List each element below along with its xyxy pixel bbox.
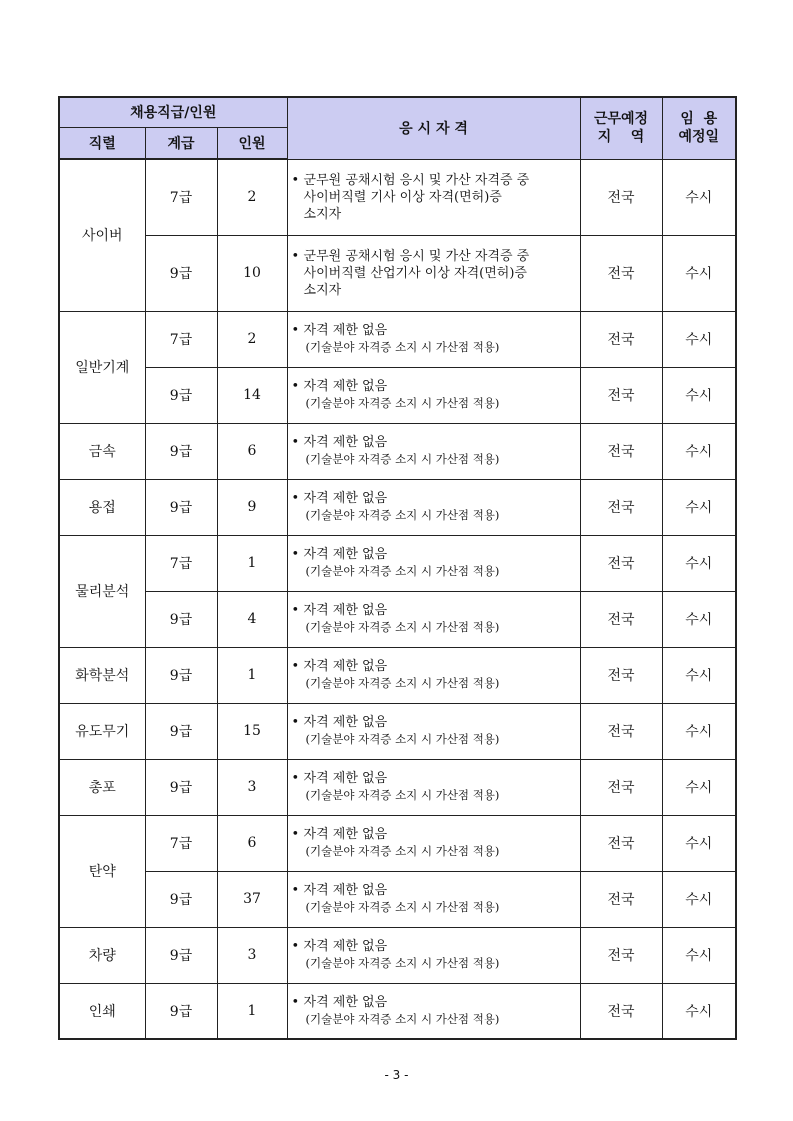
grade-cell: 9급	[145, 367, 217, 423]
qualification-cell	[287, 815, 580, 871]
series-cell: 탄약	[59, 815, 145, 927]
qualification-cell	[287, 235, 580, 311]
qual-line: 자격 제한 없음	[303, 994, 388, 1010]
qual-note: (기술분야 자격증 소지 시 가산점 적용)	[305, 1011, 500, 1026]
qual-line: 사이버직렬 기사 이상 자격(면허)증	[303, 189, 502, 205]
qual-note: (기술분야 자격증 소지 시 가산점 적용)	[305, 508, 500, 522]
header-date-line2: 예정일	[678, 129, 720, 146]
grade-cell: 7급	[145, 535, 217, 591]
bullet-icon: •	[291, 715, 300, 730]
series-cell: 화학분석	[59, 647, 145, 703]
location-cell: 전국	[580, 815, 662, 871]
qualification-cell	[287, 535, 580, 591]
table-row	[59, 647, 736, 703]
table-row	[59, 235, 736, 311]
location-cell: 전국	[580, 159, 662, 235]
grade-cell: 9급	[145, 423, 217, 479]
series-cell: 총포	[59, 759, 145, 815]
table-row	[59, 591, 736, 647]
location-cell: 전국	[580, 535, 662, 591]
bullet-icon: •	[291, 323, 300, 338]
bullet-icon: •	[291, 547, 300, 562]
qual-line: 자격 제한 없음	[303, 939, 388, 954]
qual-note: (기술분야 자격증 소지 시 가산점 적용)	[305, 340, 500, 354]
grade-cell: 9급	[145, 703, 217, 759]
series-cell: 물리분석	[59, 535, 145, 647]
grade-cell: 7급	[145, 815, 217, 871]
qual-line: 자격 제한 없음	[303, 323, 388, 338]
count-cell: 14	[217, 367, 287, 423]
count-cell: 3	[217, 759, 287, 815]
table-row	[59, 759, 736, 815]
qualification-cell	[287, 159, 580, 235]
grade-cell: 7급	[145, 159, 217, 235]
table-row	[59, 159, 736, 235]
grade-cell: 9급	[145, 647, 217, 703]
grade-cell: 9급	[145, 591, 217, 647]
table-row	[59, 535, 736, 591]
count-cell: 2	[217, 159, 287, 235]
location-cell: 전국	[580, 367, 662, 423]
date-cell: 수시	[662, 235, 736, 311]
bullet-icon: •	[291, 659, 300, 674]
qual-line: 자격 제한 없음	[303, 547, 388, 562]
date-cell: 수시	[662, 927, 736, 983]
qualification-cell	[287, 647, 580, 703]
bullet-icon: •	[291, 771, 300, 786]
bullet-icon: •	[291, 603, 300, 618]
series-cell: 인쇄	[59, 983, 145, 1039]
location-cell: 전국	[580, 591, 662, 647]
table-row	[59, 871, 736, 927]
count-cell: 1	[217, 535, 287, 591]
qualification-cell	[287, 423, 580, 479]
qualification-cell	[287, 983, 580, 1039]
grade-cell: 9급	[145, 927, 217, 983]
date-cell: 수시	[662, 703, 736, 759]
date-cell: 수시	[662, 815, 736, 871]
count-cell: 4	[217, 591, 287, 647]
date-cell: 수시	[662, 423, 736, 479]
bullet-icon: •	[291, 994, 300, 1010]
recruitment-table	[58, 96, 737, 1040]
qualification-cell	[287, 479, 580, 535]
count-cell: 1	[217, 983, 287, 1039]
qual-note: (기술분야 자격증 소지 시 가산점 적용)	[305, 452, 500, 466]
qual-line: 자격 제한 없음	[303, 491, 388, 506]
date-cell: 수시	[662, 479, 736, 535]
qual-line: 군무원 공채시험 응시 및 가산 자격증 중	[303, 172, 530, 188]
count-cell: 37	[217, 871, 287, 927]
header-location	[580, 97, 662, 159]
qual-note: (기술분야 자격증 소지 시 가산점 적용)	[305, 676, 500, 690]
bullet-icon: •	[291, 939, 300, 954]
bullet-icon: •	[291, 883, 300, 898]
qual-note: (기술분야 자격증 소지 시 가산점 적용)	[305, 396, 500, 410]
table-row	[59, 703, 736, 759]
count-cell: 10	[217, 235, 287, 311]
bullet-icon: •	[291, 491, 300, 506]
location-cell: 전국	[580, 983, 662, 1039]
date-cell: 수시	[662, 591, 736, 647]
qualification-cell	[287, 759, 580, 815]
grade-cell: 9급	[145, 983, 217, 1039]
location-cell: 전국	[580, 871, 662, 927]
qual-line: 자격 제한 없음	[303, 883, 388, 898]
series-cell: 일반기계	[59, 311, 145, 423]
table-row	[59, 423, 736, 479]
date-cell: 수시	[662, 535, 736, 591]
location-cell: 전국	[580, 647, 662, 703]
bullet-icon: •	[291, 435, 300, 450]
qual-note: (기술분야 자격증 소지 시 가산점 적용)	[305, 564, 500, 578]
count-cell: 3	[217, 927, 287, 983]
qualification-cell	[287, 367, 580, 423]
table-row	[59, 479, 736, 535]
series-cell: 차량	[59, 927, 145, 983]
location-cell: 전국	[580, 759, 662, 815]
grade-cell: 9급	[145, 759, 217, 815]
qualification-cell	[287, 871, 580, 927]
bullet-icon: •	[291, 248, 300, 264]
series-cell: 금속	[59, 423, 145, 479]
location-cell: 전국	[580, 703, 662, 759]
grade-cell: 9급	[145, 479, 217, 535]
count-cell: 15	[217, 703, 287, 759]
date-cell: 수시	[662, 311, 736, 367]
date-cell: 수시	[662, 159, 736, 235]
qual-line: 군무원 공채시험 응시 및 가산 자격증 중	[303, 248, 530, 264]
header-location-line2: 지 역	[597, 129, 645, 146]
qualification-cell	[287, 703, 580, 759]
bullet-icon: •	[291, 172, 300, 188]
qual-note: (기술분야 자격증 소지 시 가산점 적용)	[305, 900, 500, 914]
location-cell: 전국	[580, 479, 662, 535]
location-cell: 전국	[580, 423, 662, 479]
count-cell: 9	[217, 479, 287, 535]
series-cell: 용접	[59, 479, 145, 535]
date-cell: 수시	[662, 759, 736, 815]
header-group: 채용직급/인원	[59, 97, 287, 127]
table-row	[59, 927, 736, 983]
qual-line: 자격 제한 없음	[303, 435, 388, 450]
qualification-cell	[287, 927, 580, 983]
table-row	[59, 815, 736, 871]
header-count: 인원	[217, 127, 287, 159]
header-date	[662, 97, 736, 159]
qual-line: 자격 제한 없음	[303, 771, 388, 786]
location-cell: 전국	[580, 235, 662, 311]
bullet-icon: •	[291, 379, 300, 394]
qual-line: 자격 제한 없음	[303, 379, 388, 394]
qual-note: (기술분야 자격증 소지 시 가산점 적용)	[305, 788, 500, 802]
grade-cell: 9급	[145, 235, 217, 311]
date-cell: 수시	[662, 871, 736, 927]
table-row	[59, 367, 736, 423]
location-cell: 전국	[580, 927, 662, 983]
table-row	[59, 311, 736, 367]
table-row	[59, 983, 736, 1039]
count-cell: 6	[217, 815, 287, 871]
qual-line: 자격 제한 없음	[303, 659, 388, 674]
count-cell: 1	[217, 647, 287, 703]
date-cell: 수시	[662, 367, 736, 423]
qual-line: 소지자	[303, 206, 342, 222]
qual-note: (기술분야 자격증 소지 시 가산점 적용)	[305, 732, 500, 746]
header-series: 직렬	[59, 127, 145, 159]
page-number: - 3 -	[384, 1068, 409, 1082]
header-location-line1: 근무예정	[593, 111, 649, 128]
series-cell: 유도무기	[59, 703, 145, 759]
count-cell: 2	[217, 311, 287, 367]
date-cell: 수시	[662, 647, 736, 703]
series-cell: 사이버	[59, 159, 145, 311]
qual-note: (기술분야 자격증 소지 시 가산점 적용)	[305, 956, 500, 970]
header-qualification: 응 시 자 격	[287, 97, 580, 159]
header-date-line1: 임 용	[680, 111, 718, 128]
bullet-icon: •	[291, 827, 300, 842]
grade-cell: 7급	[145, 311, 217, 367]
header-grade: 계급	[145, 127, 217, 159]
qual-line: 자격 제한 없음	[303, 603, 388, 618]
qual-line: 사이버직렬 산업기사 이상 자격(면허)증	[303, 265, 527, 281]
date-cell: 수시	[662, 983, 736, 1039]
qual-note: (기술분야 자격증 소지 시 가산점 적용)	[305, 620, 500, 634]
count-cell: 6	[217, 423, 287, 479]
location-cell: 전국	[580, 311, 662, 367]
qual-line: 자격 제한 없음	[303, 715, 388, 730]
qual-line: 자격 제한 없음	[303, 827, 388, 842]
qualification-cell	[287, 311, 580, 367]
grade-cell: 9급	[145, 871, 217, 927]
qual-line: 소지자	[303, 282, 342, 298]
qualification-cell	[287, 591, 580, 647]
qual-note: (기술분야 자격증 소지 시 가산점 적용)	[305, 844, 500, 858]
